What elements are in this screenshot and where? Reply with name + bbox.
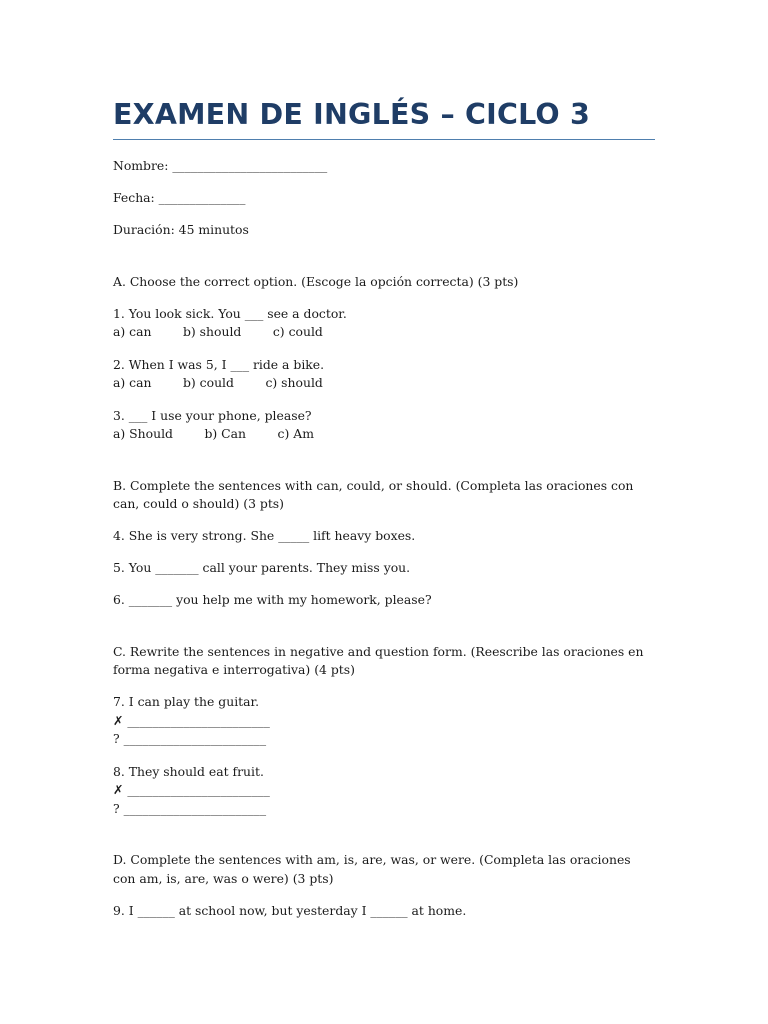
question-1-options: a) can b) should c) could <box>113 324 323 339</box>
question-8-negative-line: ✗ _______________________ <box>113 782 270 797</box>
duration-text: Duración: 45 minutos <box>113 222 249 237</box>
section-b-heading: B. Complete the sentences with can, could, or should. (Completa las oraciones con can, could o should) (3 pts) <box>113 477 634 511</box>
section-c-heading: C. Rewrite the sentences in negative and question form. (Reescribe las oraciones en forma negativa e interrogativa) (4 pts) <box>113 643 644 677</box>
question-7-question-line: ? _______________________ <box>113 731 267 746</box>
section-a-heading: A. Choose the correct option. (Escoge la opción correcta) (3 pts) <box>113 273 519 289</box>
question-1-text: 1. You look sick. You ___ see a doctor. <box>113 305 347 321</box>
question-2 <box>113 356 655 393</box>
name-field: Nombre: _________________________ <box>113 158 328 173</box>
question-5: 5. You _______ call your parents. They miss you. <box>113 560 411 575</box>
question-8-text: 8. They should eat fruit. <box>113 763 264 779</box>
title-underline <box>113 139 655 140</box>
question-7-negative-line: ✗ _______________________ <box>113 712 270 728</box>
section-d-heading: D. Complete the sentences with am, is, are, was, or were. (Completa las oraciones con am, is, are, was o were) (3 pts) <box>113 852 631 886</box>
question-6: 6. _______ you help me with my homework, please? <box>113 592 432 607</box>
question-2-options: a) can b) could c) should <box>113 375 323 390</box>
question-3-options: a) Should b) Can c) Am <box>113 426 314 441</box>
question-1 <box>113 305 655 342</box>
question-7-text: 7. I can play the guitar. <box>113 694 260 709</box>
question-8-question-line: ? _______________________ <box>113 800 267 816</box>
exam-document <box>113 96 655 920</box>
question-9: 9. I ______ at school now, but yesterday I ______ at home. <box>113 902 467 918</box>
question-8 <box>113 763 655 819</box>
question-7 <box>113 693 655 749</box>
page-title: EXAMEN DE INGLÉS – CICLO 3 <box>113 98 591 131</box>
question-2-text: 2. When I was 5, I ___ ride a bike. <box>113 356 325 372</box>
question-4: 4. She is very strong. She _____ lift heavy boxes. <box>113 528 416 543</box>
question-3-text: 3. ___ I use your phone, please? <box>113 407 312 423</box>
question-3 <box>113 407 655 444</box>
date-field: Fecha: ______________ <box>113 190 246 205</box>
